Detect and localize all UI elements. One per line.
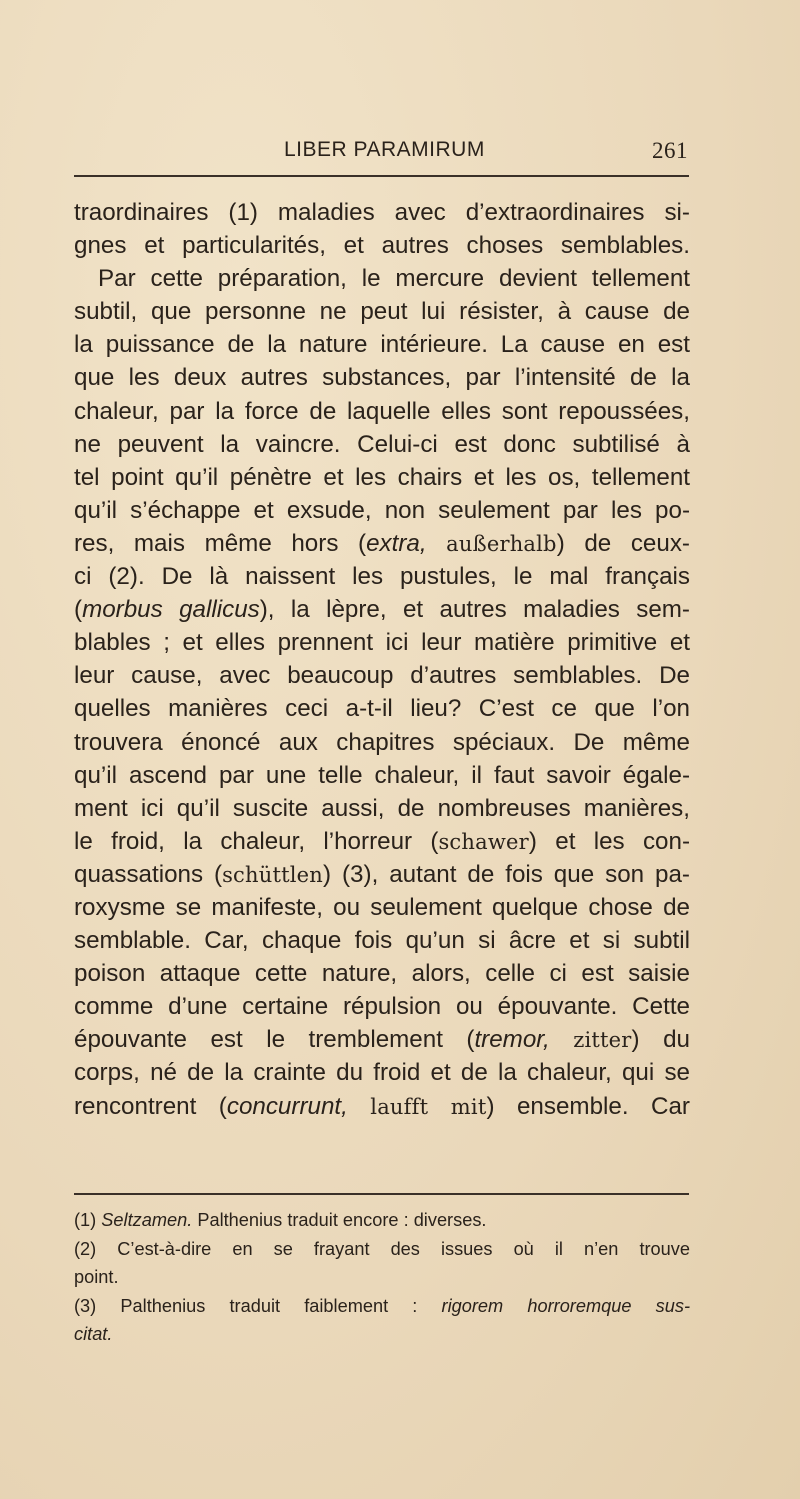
text-line: corps, né de la crainte du froid et de la chaleur, qui se bbox=[74, 1059, 690, 1087]
text-line: roxysme se manifeste, ou seulement quelque chose de bbox=[74, 893, 690, 921]
text-line: Par cette préparation, le mercure devient tellement bbox=[98, 265, 690, 293]
text-line: ne peuvent la vaincre. Celui-ci est donc subtilisé à bbox=[74, 430, 690, 458]
german-term: außerhalb bbox=[446, 531, 557, 556]
text-line: qu’il s’échappe et exsude, non seulement par les po- bbox=[74, 496, 690, 524]
text-line: semblable. Car, chaque fois qu’un si âcre et si subtil bbox=[74, 927, 690, 955]
footnote-3: (3) Palthenius traduit faiblement : rigorem horroremque sus- bbox=[74, 1295, 690, 1316]
text-line: gnes et particularités, et autres choses semblables. bbox=[74, 232, 690, 260]
footnote-3-continuation: citat. bbox=[74, 1324, 113, 1344]
text-line: (morbus gallicus), la lèpre, et autres maladies sem- bbox=[74, 596, 690, 624]
header-rule bbox=[74, 175, 689, 177]
latin-term: extra, bbox=[366, 529, 427, 557]
running-head bbox=[74, 136, 688, 170]
text-line: quelles manières ceci a-t-il lieu? C’est ce que l’on bbox=[74, 695, 690, 723]
text-line: ci (2). De là naissent les pustules, le mal français bbox=[74, 563, 690, 591]
german-term: zitter bbox=[573, 1028, 632, 1053]
footnote-2: (2) C’est-à-dire en se frayant des issues où il n’en trouve bbox=[74, 1238, 690, 1259]
german-term: schüttlen bbox=[222, 862, 324, 887]
page-number: 261 bbox=[652, 138, 688, 163]
text-line: ment ici qu’il suscite aussi, de nombreuses manières, bbox=[74, 794, 690, 822]
text-line: comme d’une certaine répulsion ou épouvante. Cette bbox=[74, 993, 690, 1021]
footnotes bbox=[74, 1206, 690, 1349]
body-text bbox=[74, 196, 690, 1123]
text-line: le froid, la chaleur, l’horreur (schawer) et les con- bbox=[74, 827, 691, 855]
footnote-rule bbox=[74, 1193, 689, 1195]
text-line: poison attaque cette nature, alors, celle ci est saisie bbox=[74, 960, 690, 988]
german-term: laufft mit bbox=[370, 1094, 487, 1119]
text-line: épouvante est le tremblement (tremor, zitter) du bbox=[74, 1026, 690, 1054]
text-line: qu’il ascend par une telle chaleur, il faut savoir égale- bbox=[74, 761, 690, 789]
text-line: que les deux autres substances, par l’intensité de la bbox=[74, 364, 690, 392]
text-line: blables ; et elles prennent ici leur matière primitive et bbox=[74, 629, 690, 657]
running-title: LIBER PARAMIRUM bbox=[284, 138, 485, 161]
text-line: tel point qu’il pénètre et les chairs et les os, tellement bbox=[74, 463, 690, 491]
text-line: subtil, que personne ne peut lui résister, à cause de bbox=[74, 298, 690, 326]
text-line: leur cause, avec beaucoup d’autres semblables. De bbox=[74, 662, 690, 690]
text-line: la puissance de la nature intérieure. La cause en est bbox=[74, 331, 690, 359]
text-line: rencontrent (concurrunt, laufft mit) ensemble. Car bbox=[74, 1092, 690, 1120]
text-line: trouvera énoncé aux chapitres spéciaux. De même bbox=[74, 728, 690, 756]
footnote-2-continuation: point. bbox=[74, 1267, 119, 1287]
text-line: traordinaires (1) maladies avec d’extraordinaires si- bbox=[74, 199, 690, 226]
latin-term: concurrunt, bbox=[226, 1092, 348, 1120]
text-line: chaleur, par la force de laquelle elles sont repoussées, bbox=[74, 397, 690, 425]
text-line: quassations (schüttlen) (3), autant de fois que son pa- bbox=[74, 860, 690, 888]
footnote-1: (1) Seltzamen. Palthenius traduit encore : diverses. bbox=[74, 1210, 487, 1230]
german-term: schawer bbox=[438, 829, 529, 854]
text-line: res, mais même hors (extra, außerhalb) de ceux- bbox=[74, 529, 690, 557]
latin-term: tremor, bbox=[474, 1026, 550, 1054]
latin-term: morbus gallicus bbox=[82, 596, 260, 624]
